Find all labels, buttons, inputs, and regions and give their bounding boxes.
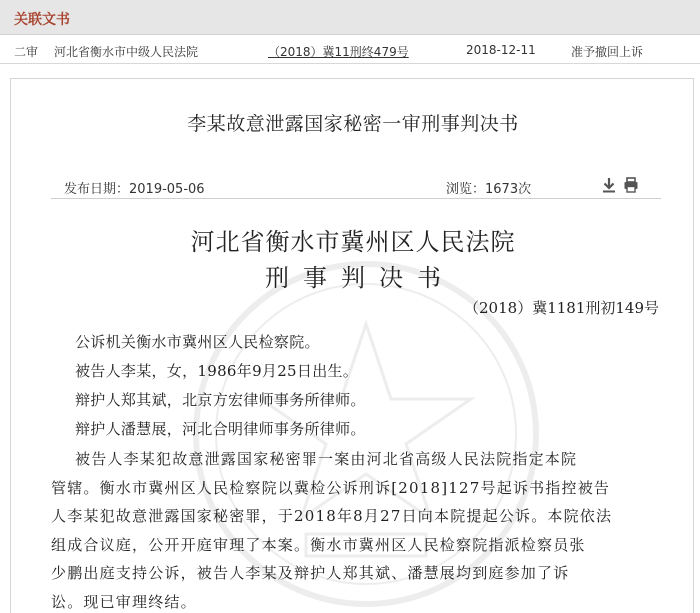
defender-line: 辩护人潘慧展，河北合明律师事务所律师。 — [75, 420, 366, 438]
view-count: 浏览：1673次 — [446, 182, 532, 197]
document-title: 李某故意泄露国家秘密一审刑事判决书 — [187, 113, 519, 135]
related-document-row[interactable] — [0, 36, 700, 64]
related-result: 准予撤回上诉 — [571, 45, 644, 59]
case-body-paragraph — [51, 445, 663, 613]
related-documents-title: 关联文书 — [14, 12, 70, 28]
court-name: 河北省衡水市冀州区人民法院 — [190, 228, 516, 256]
judgment-type: 刑事判决书 — [265, 264, 455, 292]
body-line: 少鹏出庭支持公诉，被告人李某及辩护人郑其斌、潘慧展均到庭参加了诉 — [51, 564, 570, 583]
defendant-line: 被告人李某，女，1986年9月25日出生。 — [75, 362, 359, 380]
body-line: 讼。现已审理终结。 — [51, 592, 197, 611]
document-panel — [10, 78, 694, 613]
related-date: 2018-12-11 — [466, 43, 536, 57]
meta-divider — [51, 198, 661, 199]
related-court: 河北省衡水市中级人民法院 — [54, 45, 199, 59]
trial-level: 二审 — [14, 45, 39, 59]
case-number: （2018）冀1181刑初149号 — [464, 299, 659, 317]
defender-line: 辩护人郑其斌，北京方宏律师事务所律师。 — [75, 391, 366, 409]
body-line: 组成合议庭，公开开庭审理了本案。衡水市冀州区人民检察院指派检察员张 — [51, 535, 586, 554]
related-documents-header — [0, 0, 700, 35]
related-case-number-link[interactable]: （2018）冀11刑终479号 — [268, 45, 409, 59]
download-icon[interactable] — [601, 176, 617, 194]
body-line: 被告人李某犯故意泄露国家秘密罪一案由河北省高级人民法院指定本院 — [75, 450, 578, 468]
document-tools — [601, 176, 641, 194]
body-line: 管辖。衡水市冀州区人民检察院以冀检公诉刑诉[2018]127号起诉书指控被告 — [51, 478, 611, 497]
print-icon[interactable] — [623, 176, 639, 194]
publish-date: 发布日期：2019-05-06 — [64, 182, 205, 197]
prosecutor-line: 公诉机关衡水市冀州区人民检察院。 — [75, 333, 320, 351]
body-line: 人李某犯故意泄露国家秘密罪，于2018年8月27日向本院提起公诉。本院依法 — [51, 507, 613, 526]
